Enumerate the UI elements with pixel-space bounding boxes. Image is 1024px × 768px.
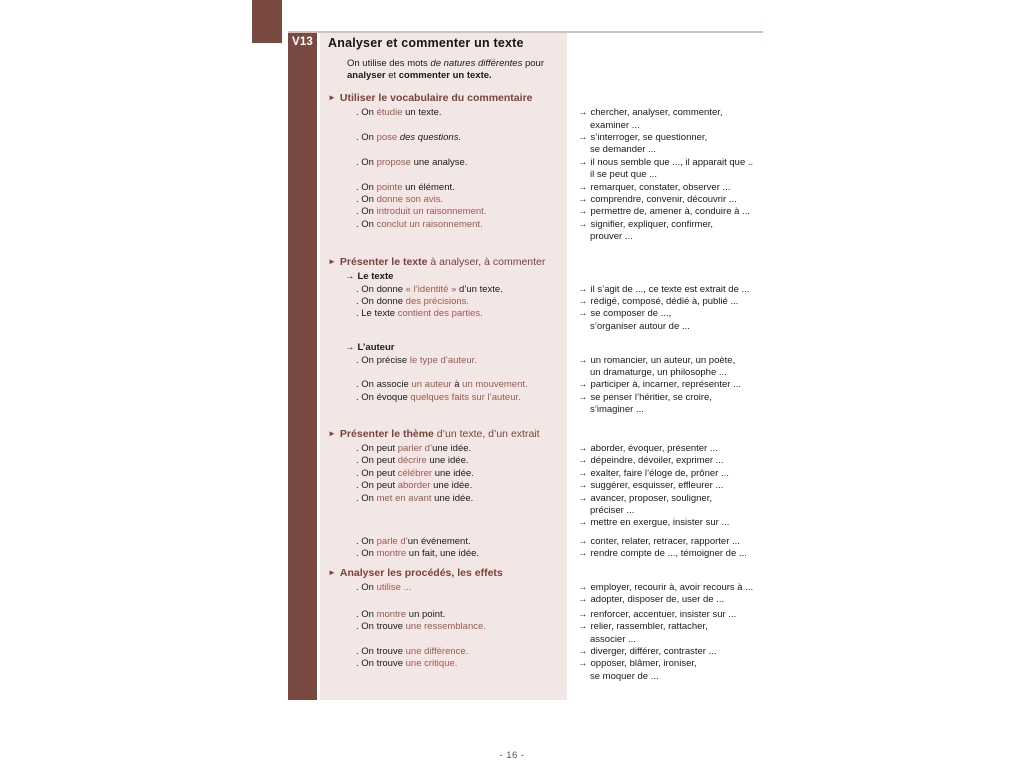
triangle-marker-icon: ►: [328, 428, 336, 438]
text-segment: montre: [376, 608, 407, 620]
equivalent-line: [578, 355, 735, 367]
subsection: [320, 271, 780, 333]
equivalent-vocabulary: [578, 132, 707, 157]
equivalent-text: exalter, faire l’éloge de, prôner ...: [590, 467, 729, 479]
equivalent-text: rendre compte de ..., témoigner de ...: [590, 548, 747, 560]
equivalent-line: [578, 107, 723, 119]
equivalent-line: [578, 219, 713, 231]
equivalent-vocabulary: [578, 609, 736, 621]
equivalent-line: [578, 169, 753, 181]
text-segment: pointe: [376, 181, 403, 193]
arrow-icon: →: [578, 621, 588, 633]
text-segment: . On donne: [356, 295, 406, 307]
text-segment: . On peut: [356, 480, 398, 492]
equivalent-line: [578, 132, 707, 144]
usage-row: [320, 132, 780, 157]
text-segment: une différence.: [405, 646, 469, 658]
equivalent-vocabulary: [578, 468, 729, 480]
text-segment: propose: [376, 156, 411, 168]
example-phrase: [356, 206, 567, 218]
usage-row: [320, 493, 780, 530]
usage-row: [320, 443, 780, 455]
text-segment: une idée.: [431, 492, 474, 504]
usage-row: [320, 536, 780, 548]
arrow-icon: →: [578, 608, 588, 620]
text-segment: célébrer: [397, 467, 433, 479]
equivalent-vocabulary: [578, 379, 741, 391]
text-segment: . On: [356, 582, 377, 594]
arrow-icon: →: [578, 181, 588, 193]
subsection: [320, 582, 780, 683]
text-segment: . On peut: [356, 467, 398, 479]
usage-row: [320, 355, 780, 380]
equivalent-line: [578, 321, 690, 333]
equivalent-vocabulary: [578, 296, 738, 308]
arrow-icon: →: [578, 442, 588, 454]
example-phrase: [356, 548, 567, 560]
text-segment: montre: [376, 548, 407, 560]
arrow-icon: →: [578, 467, 588, 479]
example-phrase: [356, 284, 567, 296]
usage-row: [320, 107, 780, 132]
equivalent-text: aborder, évoquer, présenter ...: [590, 442, 718, 454]
example-phrase: [356, 194, 567, 206]
intro-text: [347, 58, 780, 83]
text-segment: un point.: [406, 608, 446, 620]
text-segment: . On donne: [356, 283, 406, 295]
text-segment: à: [451, 379, 463, 391]
text-segment: analyser: [347, 70, 386, 82]
equivalent-text: renforcer, accentuer, insister sur ...: [590, 608, 737, 620]
equivalent-line: [578, 480, 723, 492]
example-phrase: [356, 609, 567, 621]
example-phrase: [356, 536, 567, 548]
subsection: [320, 443, 780, 561]
arrow-icon: →: [578, 379, 588, 391]
arrow-icon: →: [578, 594, 588, 606]
text-segment: décrire: [397, 455, 427, 467]
arrow-icon: →: [578, 658, 588, 670]
subsection-title-text: Le texte: [357, 271, 394, 283]
text-segment: . On précise: [356, 354, 410, 366]
text-segment: . On: [356, 608, 377, 620]
equivalent-vocabulary: [578, 480, 723, 492]
arrow-icon: →: [578, 480, 588, 492]
equivalent-line: [578, 548, 747, 560]
arrow-icon: →: [578, 156, 588, 168]
corner-tab: [252, 0, 282, 43]
text-segment: « l’identité »: [405, 283, 457, 295]
usage-row: [320, 658, 780, 683]
text-segment: d’un texte, d’un extrait: [433, 427, 540, 440]
arrow-icon: →: [578, 535, 588, 547]
page-title: Analyser et commenter un texte: [328, 36, 524, 50]
arrow-icon: →: [578, 308, 588, 320]
equivalent-vocabulary: [578, 284, 749, 296]
text-segment: . On: [356, 535, 377, 547]
arrow-icon: →: [578, 354, 588, 366]
side-strip: [288, 33, 317, 700]
text-segment: pose: [376, 132, 398, 144]
equivalent-text: associer ...: [590, 633, 636, 645]
usage-row: [320, 157, 780, 182]
example-phrase: [356, 392, 567, 404]
text-segment: étudie: [376, 107, 403, 119]
equivalent-line: [578, 671, 697, 683]
arrow-icon: →: [578, 206, 588, 218]
equivalent-text: suggérer, esquisser, effleurer ...: [590, 480, 724, 492]
usage-row: [320, 182, 780, 194]
equivalent-text: se moquer de ...: [590, 670, 659, 682]
usage-row: [320, 548, 780, 560]
equivalent-line: [578, 658, 697, 670]
text-segment: donne son avis.: [376, 194, 444, 206]
page-number: - 16 -: [499, 750, 525, 761]
example-phrase: [356, 308, 567, 320]
equivalent-line: [578, 634, 708, 646]
subsection-title: [345, 342, 780, 354]
equivalent-vocabulary: [578, 536, 740, 548]
text-segment: une ressemblance.: [405, 621, 486, 633]
equivalent-line: [578, 582, 753, 594]
text-segment: . On: [356, 548, 377, 560]
equivalent-line: [578, 455, 724, 467]
text-segment: introduit un raisonnement.: [376, 206, 487, 218]
equivalent-line: [578, 182, 730, 194]
equivalent-line: [578, 594, 753, 606]
equivalent-text: s’interroger, se questionner,: [590, 132, 708, 144]
text-segment: . Le texte: [356, 308, 398, 320]
equivalent-text: il se peut que ...: [590, 169, 658, 181]
example-phrase: [356, 219, 567, 231]
equivalent-text: conter, relater, retracer, rapporter ...: [590, 535, 740, 547]
text-segment: un élément.: [402, 181, 455, 193]
arrow-icon: →: [578, 283, 588, 295]
equivalent-text: chercher, analyser, commenter,: [590, 107, 723, 119]
equivalent-vocabulary: [578, 182, 730, 194]
text-segment: aborder: [397, 480, 431, 492]
equivalent-text: adopter, disposer de, user de ...: [590, 594, 725, 606]
equivalent-vocabulary: [578, 392, 712, 417]
equivalent-text: remarquer, constater, observer ...: [590, 181, 731, 193]
subsection: [320, 107, 780, 243]
equivalent-text: examiner ...: [590, 119, 640, 131]
arrow-icon: →: [578, 548, 588, 560]
text-segment: . On: [356, 194, 377, 206]
equivalent-vocabulary: [578, 308, 690, 333]
equivalent-text: employer, recourir à, avoir recours à ...: [590, 582, 754, 594]
equivalent-vocabulary: [578, 443, 718, 455]
arrow-icon: →: [578, 218, 588, 230]
arrow-icon: →: [578, 492, 588, 504]
arrow-icon: →: [578, 517, 588, 529]
equivalent-vocabulary: [578, 194, 737, 206]
arrow-icon: →: [578, 455, 588, 467]
equivalent-text: se composer de ...,: [590, 308, 672, 320]
text-segment: . On: [356, 132, 377, 144]
section-header: [328, 567, 780, 579]
equivalent-vocabulary: [578, 582, 753, 607]
text-segment: et: [385, 70, 399, 82]
text-segment: Présenter le texte: [339, 255, 428, 268]
section-header: [328, 256, 780, 268]
example-phrase: [356, 443, 567, 455]
usage-row: [320, 206, 780, 218]
equivalent-text: s’imaginer ...: [590, 404, 644, 416]
usage-row: [320, 392, 780, 417]
example-phrase: [356, 296, 567, 308]
usage-row: [320, 621, 780, 646]
arrow-icon: →: [345, 271, 355, 283]
text-segment: à analyser, à commenter: [427, 255, 546, 268]
text-segment: pour: [522, 58, 544, 69]
text-segment: parle d’: [376, 535, 408, 547]
triangle-marker-icon: ►: [328, 256, 336, 266]
text-segment: un auteur: [411, 379, 452, 391]
text-segment: Analyser les procédés, les effets: [339, 566, 503, 579]
usage-row: [320, 582, 780, 607]
equivalent-vocabulary: [578, 219, 713, 244]
arrow-icon: →: [578, 582, 588, 594]
text-segment: un mouvement.: [462, 379, 528, 391]
equivalent-line: [578, 468, 729, 480]
text-segment: un événement.: [407, 535, 471, 547]
example-phrase: [356, 132, 567, 144]
text-segment: . On: [356, 492, 377, 504]
text-segment: . On trouve: [356, 646, 406, 658]
equivalent-text: avancer, proposer, souligner,: [590, 492, 712, 504]
example-phrase: [356, 182, 567, 194]
section: [320, 256, 780, 417]
equivalent-line: [578, 206, 750, 218]
arrow-icon: →: [578, 646, 588, 658]
equivalent-text: rédigé, composé, dédié à, publié ...: [590, 295, 739, 307]
text-segment: . On trouve: [356, 621, 406, 633]
equivalent-line: [578, 505, 729, 517]
equivalent-text: il nous semble que ..., il apparait que ..: [590, 156, 754, 168]
equivalent-line: [578, 443, 718, 455]
equivalent-line: [578, 621, 708, 633]
equivalent-vocabulary: [578, 548, 747, 560]
equivalent-text: s’organiser autour de ...: [590, 320, 690, 332]
text-segment: On utilise des mots: [347, 58, 431, 69]
usage-row: [320, 284, 780, 296]
text-segment: des précisions.: [405, 295, 470, 307]
example-phrase: [356, 658, 567, 670]
text-segment: . On associe: [356, 379, 412, 391]
section-header: [328, 428, 780, 440]
equivalent-text: se penser l’héritier, se croire,: [590, 391, 712, 403]
example-phrase: [356, 493, 567, 505]
section: [320, 92, 780, 244]
example-phrase: [356, 480, 567, 492]
text-segment: commenter un texte.: [398, 70, 492, 82]
example-phrase: [356, 582, 567, 594]
equivalent-text: opposer, blâmer, ironiser,: [590, 658, 697, 670]
equivalent-text: il s’agit de ..., ce texte est extrait de ...: [590, 283, 750, 295]
text-segment: Utiliser le vocabulaire du commentaire: [339, 91, 533, 104]
text-segment: de natures différentes: [430, 58, 523, 69]
arrow-icon: →: [345, 342, 355, 354]
sections-container: [320, 92, 780, 683]
usage-row: [320, 480, 780, 492]
text-segment: un texte.: [402, 107, 442, 119]
text-segment: . On: [356, 181, 377, 193]
text-segment: des questions.: [399, 132, 462, 144]
arrow-icon: →: [578, 295, 588, 307]
equivalent-vocabulary: [578, 157, 753, 182]
text-segment: . On: [356, 206, 377, 218]
lesson-content: [320, 33, 780, 683]
text-segment: une idée.: [430, 480, 473, 492]
arrow-icon: →: [578, 132, 588, 144]
equivalent-vocabulary: [578, 658, 697, 683]
text-segment: conclut un raisonnement.: [376, 218, 483, 230]
equivalent-text: dépeindre, dévoiler, exprimer ...: [590, 455, 724, 467]
equivalent-vocabulary: [578, 107, 723, 132]
equivalent-line: [578, 536, 740, 548]
equivalent-line: [578, 609, 736, 621]
text-segment: met en avant: [376, 492, 432, 504]
arrow-icon: →: [578, 107, 588, 119]
equivalent-line: [578, 144, 707, 156]
usage-row: [320, 455, 780, 467]
lesson-badge: V13: [291, 36, 314, 48]
example-phrase: [356, 107, 567, 119]
subsection-title: [345, 271, 780, 283]
text-segment: une idée.: [432, 442, 472, 454]
equivalent-line: [578, 157, 753, 169]
example-phrase: [356, 646, 567, 658]
text-segment: . On: [356, 156, 377, 168]
equivalent-text: signifier, expliquer, confirmer,: [590, 218, 714, 230]
text-segment: . On: [356, 218, 377, 230]
text-segment: utilise ...: [376, 582, 412, 594]
text-segment: parler d’: [397, 442, 433, 454]
usage-row: [320, 468, 780, 480]
usage-row: [320, 609, 780, 621]
equivalent-line: [578, 120, 723, 132]
usage-row: [320, 308, 780, 333]
text-segment: une idée.: [426, 455, 469, 467]
usage-row: [320, 296, 780, 308]
equivalent-line: [578, 646, 717, 658]
intro-line: [347, 58, 780, 70]
equivalent-text: prouver ...: [590, 231, 633, 243]
equivalent-text: comprendre, convenir, découvrir ...: [590, 194, 737, 206]
example-phrase: [356, 157, 567, 169]
text-segment: une idée.: [432, 467, 474, 479]
example-phrase: [356, 355, 567, 367]
usage-row: [320, 219, 780, 244]
equivalent-text: un romancier, un auteur, un poète,: [590, 354, 736, 366]
equivalent-text: préciser ...: [590, 505, 635, 516]
equivalent-text: participer à, incarner, représenter ...: [590, 379, 741, 391]
text-segment: Présenter le thème: [339, 427, 434, 440]
text-segment: . On évoque: [356, 391, 411, 403]
equivalent-vocabulary: [578, 355, 735, 380]
text-segment: . On: [356, 107, 377, 119]
text-segment: . On trouve: [356, 658, 406, 670]
equivalent-line: [578, 517, 729, 529]
text-segment: une critique.: [405, 658, 458, 670]
triangle-marker-icon: ►: [328, 92, 336, 102]
example-phrase: [356, 468, 567, 480]
equivalent-text: mettre en exergue, insister sur ...: [590, 517, 730, 529]
equivalent-vocabulary: [578, 646, 717, 658]
usage-row: [320, 646, 780, 658]
text-segment: contient des parties.: [397, 308, 483, 320]
equivalent-vocabulary: [578, 493, 729, 530]
equivalent-line: [578, 392, 712, 404]
arrow-icon: →: [578, 194, 588, 206]
equivalent-line: [578, 379, 741, 391]
equivalent-line: [578, 296, 738, 308]
intro-line: [347, 70, 780, 82]
equivalent-line: [578, 404, 712, 416]
usage-row: [320, 194, 780, 206]
equivalent-line: [578, 231, 713, 243]
example-phrase: [356, 455, 567, 467]
text-segment: un fait, une idée.: [406, 548, 480, 560]
equivalent-text: relier, rassembler, rattacher,: [590, 621, 708, 633]
equivalent-text: un dramaturge, un philosophe ...: [590, 366, 727, 378]
equivalent-text: diverger, différer, contraster ...: [590, 646, 717, 658]
text-segment: . On peut: [356, 442, 398, 454]
equivalent-vocabulary: [578, 621, 708, 646]
usage-row: [320, 379, 780, 391]
arrow-icon: →: [578, 391, 588, 403]
subsection: [320, 342, 780, 416]
equivalent-vocabulary: [578, 455, 724, 467]
section: [320, 567, 780, 684]
triangle-marker-icon: ►: [328, 567, 336, 577]
example-phrase: [356, 621, 567, 633]
text-segment: d’un texte.: [456, 283, 503, 295]
example-phrase: [356, 379, 567, 391]
equivalent-vocabulary: [578, 206, 750, 218]
equivalent-text: se demander ...: [590, 144, 657, 156]
equivalent-text: permettre de, amener à, conduire à ...: [590, 206, 750, 218]
equivalent-line: [578, 284, 749, 296]
text-segment: une analyse.: [410, 156, 468, 168]
subsection-title-text: L’auteur: [357, 342, 395, 354]
equivalent-line: [578, 493, 729, 505]
equivalent-line: [578, 194, 737, 206]
section-header: [328, 92, 780, 104]
text-segment: quelques faits sur l’auteur.: [410, 391, 521, 403]
section: [320, 428, 780, 561]
equivalent-line: [578, 367, 735, 379]
text-segment: le type d’auteur.: [409, 354, 477, 366]
equivalent-line: [578, 308, 690, 320]
text-segment: . On peut: [356, 455, 398, 467]
